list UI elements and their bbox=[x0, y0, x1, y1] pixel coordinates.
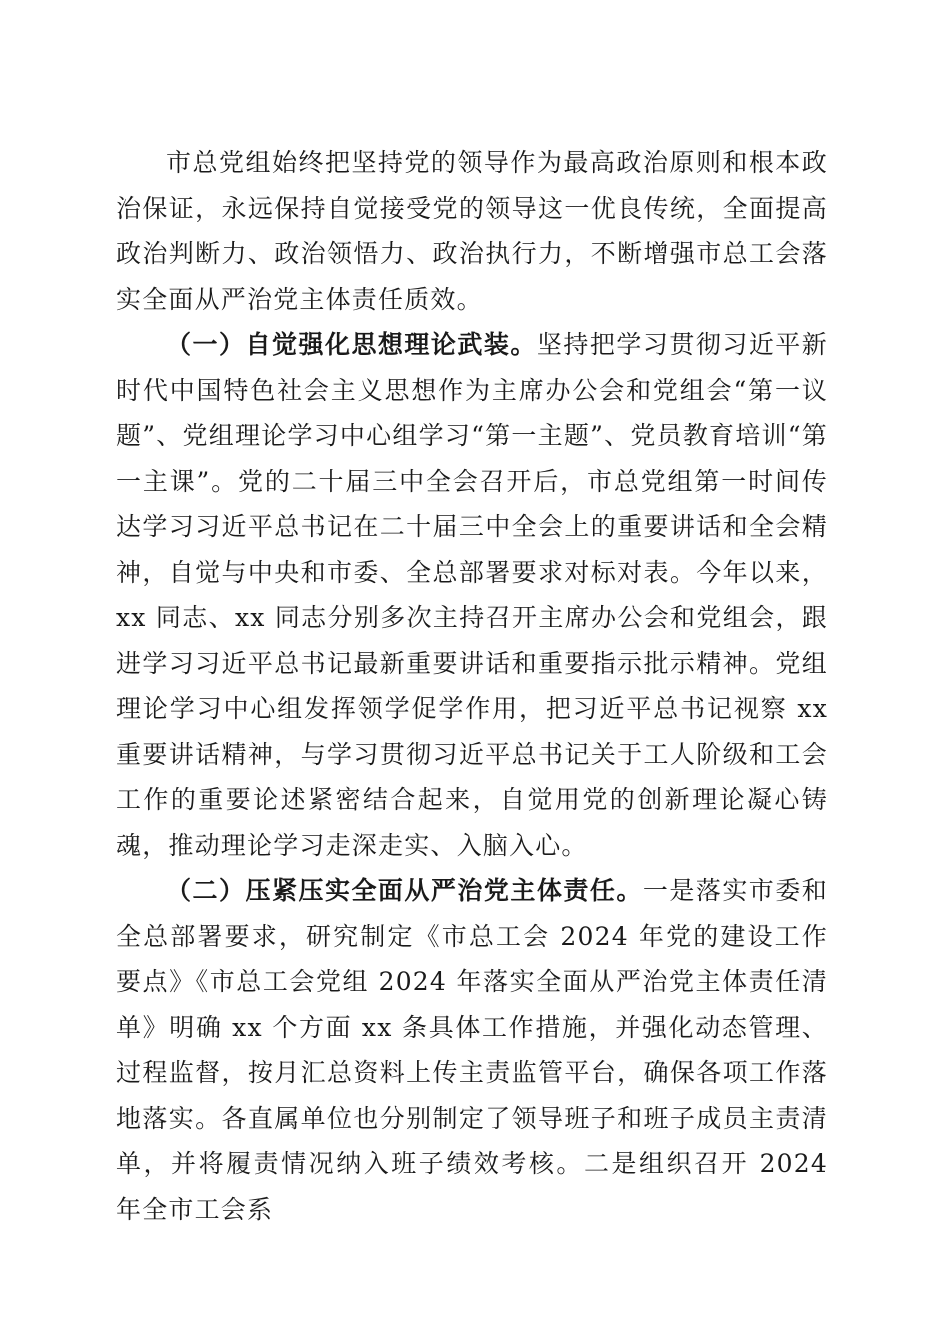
paragraph-text: 市总党组始终把坚持党的领导作为最高政治原则和根本政治保证，永远保持自觉接受党的领导这一优良传统，全面提高政治判断力、政治领悟力、政治执行力，不断增强市总工会落实全面从严治党主体责任质效。 bbox=[116, 148, 828, 314]
paragraph-text: 一是落实市委和全总部署要求，研究制定《市总工会 2024 年党的建设工作要点》《市总工会党组 2024 年落实全面从严治党主体责任清单》明确 xx 个方面 xx 条具体工作措施，并强化动态管理、过程监督，按月汇总资料上传主责监管平台，确保各项工作落地落实。各直属单位也分别制定了领导班子和班子成员主责清单，并将履责情况纳入班子绩效考核。二是组织召开 2024 年全市工会系 bbox=[116, 876, 828, 1224]
paragraph-section-1 bbox=[116, 322, 828, 868]
paragraph-section-2 bbox=[116, 868, 828, 1232]
section-heading: （一）自觉强化思想理论武装。 bbox=[166, 330, 537, 359]
document-body bbox=[116, 140, 828, 1232]
paragraph-intro bbox=[116, 140, 828, 322]
paragraph-text: 坚持把学习贯彻习近平新时代中国特色社会主义思想作为主席办公会和党组会“第一议题”、党组理论学习中心组学习“第一主题”、党员教育培训“第一主课”。党的二十届三中全会召开后，市总党组第一时间传达学习习近平总书记在二十届三中全会上的重要讲话和全会精神，自觉与中央和市委、全总部署要求对标对表。今年以来，xx 同志、xx 同志分别多次主持召开主席办公会和党组会，跟进学习习近平总书记最新重要讲话和重要指示批示精神。党组理论学习中心组发挥领学促学作用，把习近平总书记视察 xx 重要讲话精神，与学习贯彻习近平总书记关于工人阶级和工会工作的重要论述紧密结合起来，自觉用党的创新理论凝心铸魂，推动理论学习走深走实、入脑入心。 bbox=[116, 330, 829, 860]
section-heading: （二）压紧压实全面从严治党主体责任。 bbox=[166, 876, 643, 905]
